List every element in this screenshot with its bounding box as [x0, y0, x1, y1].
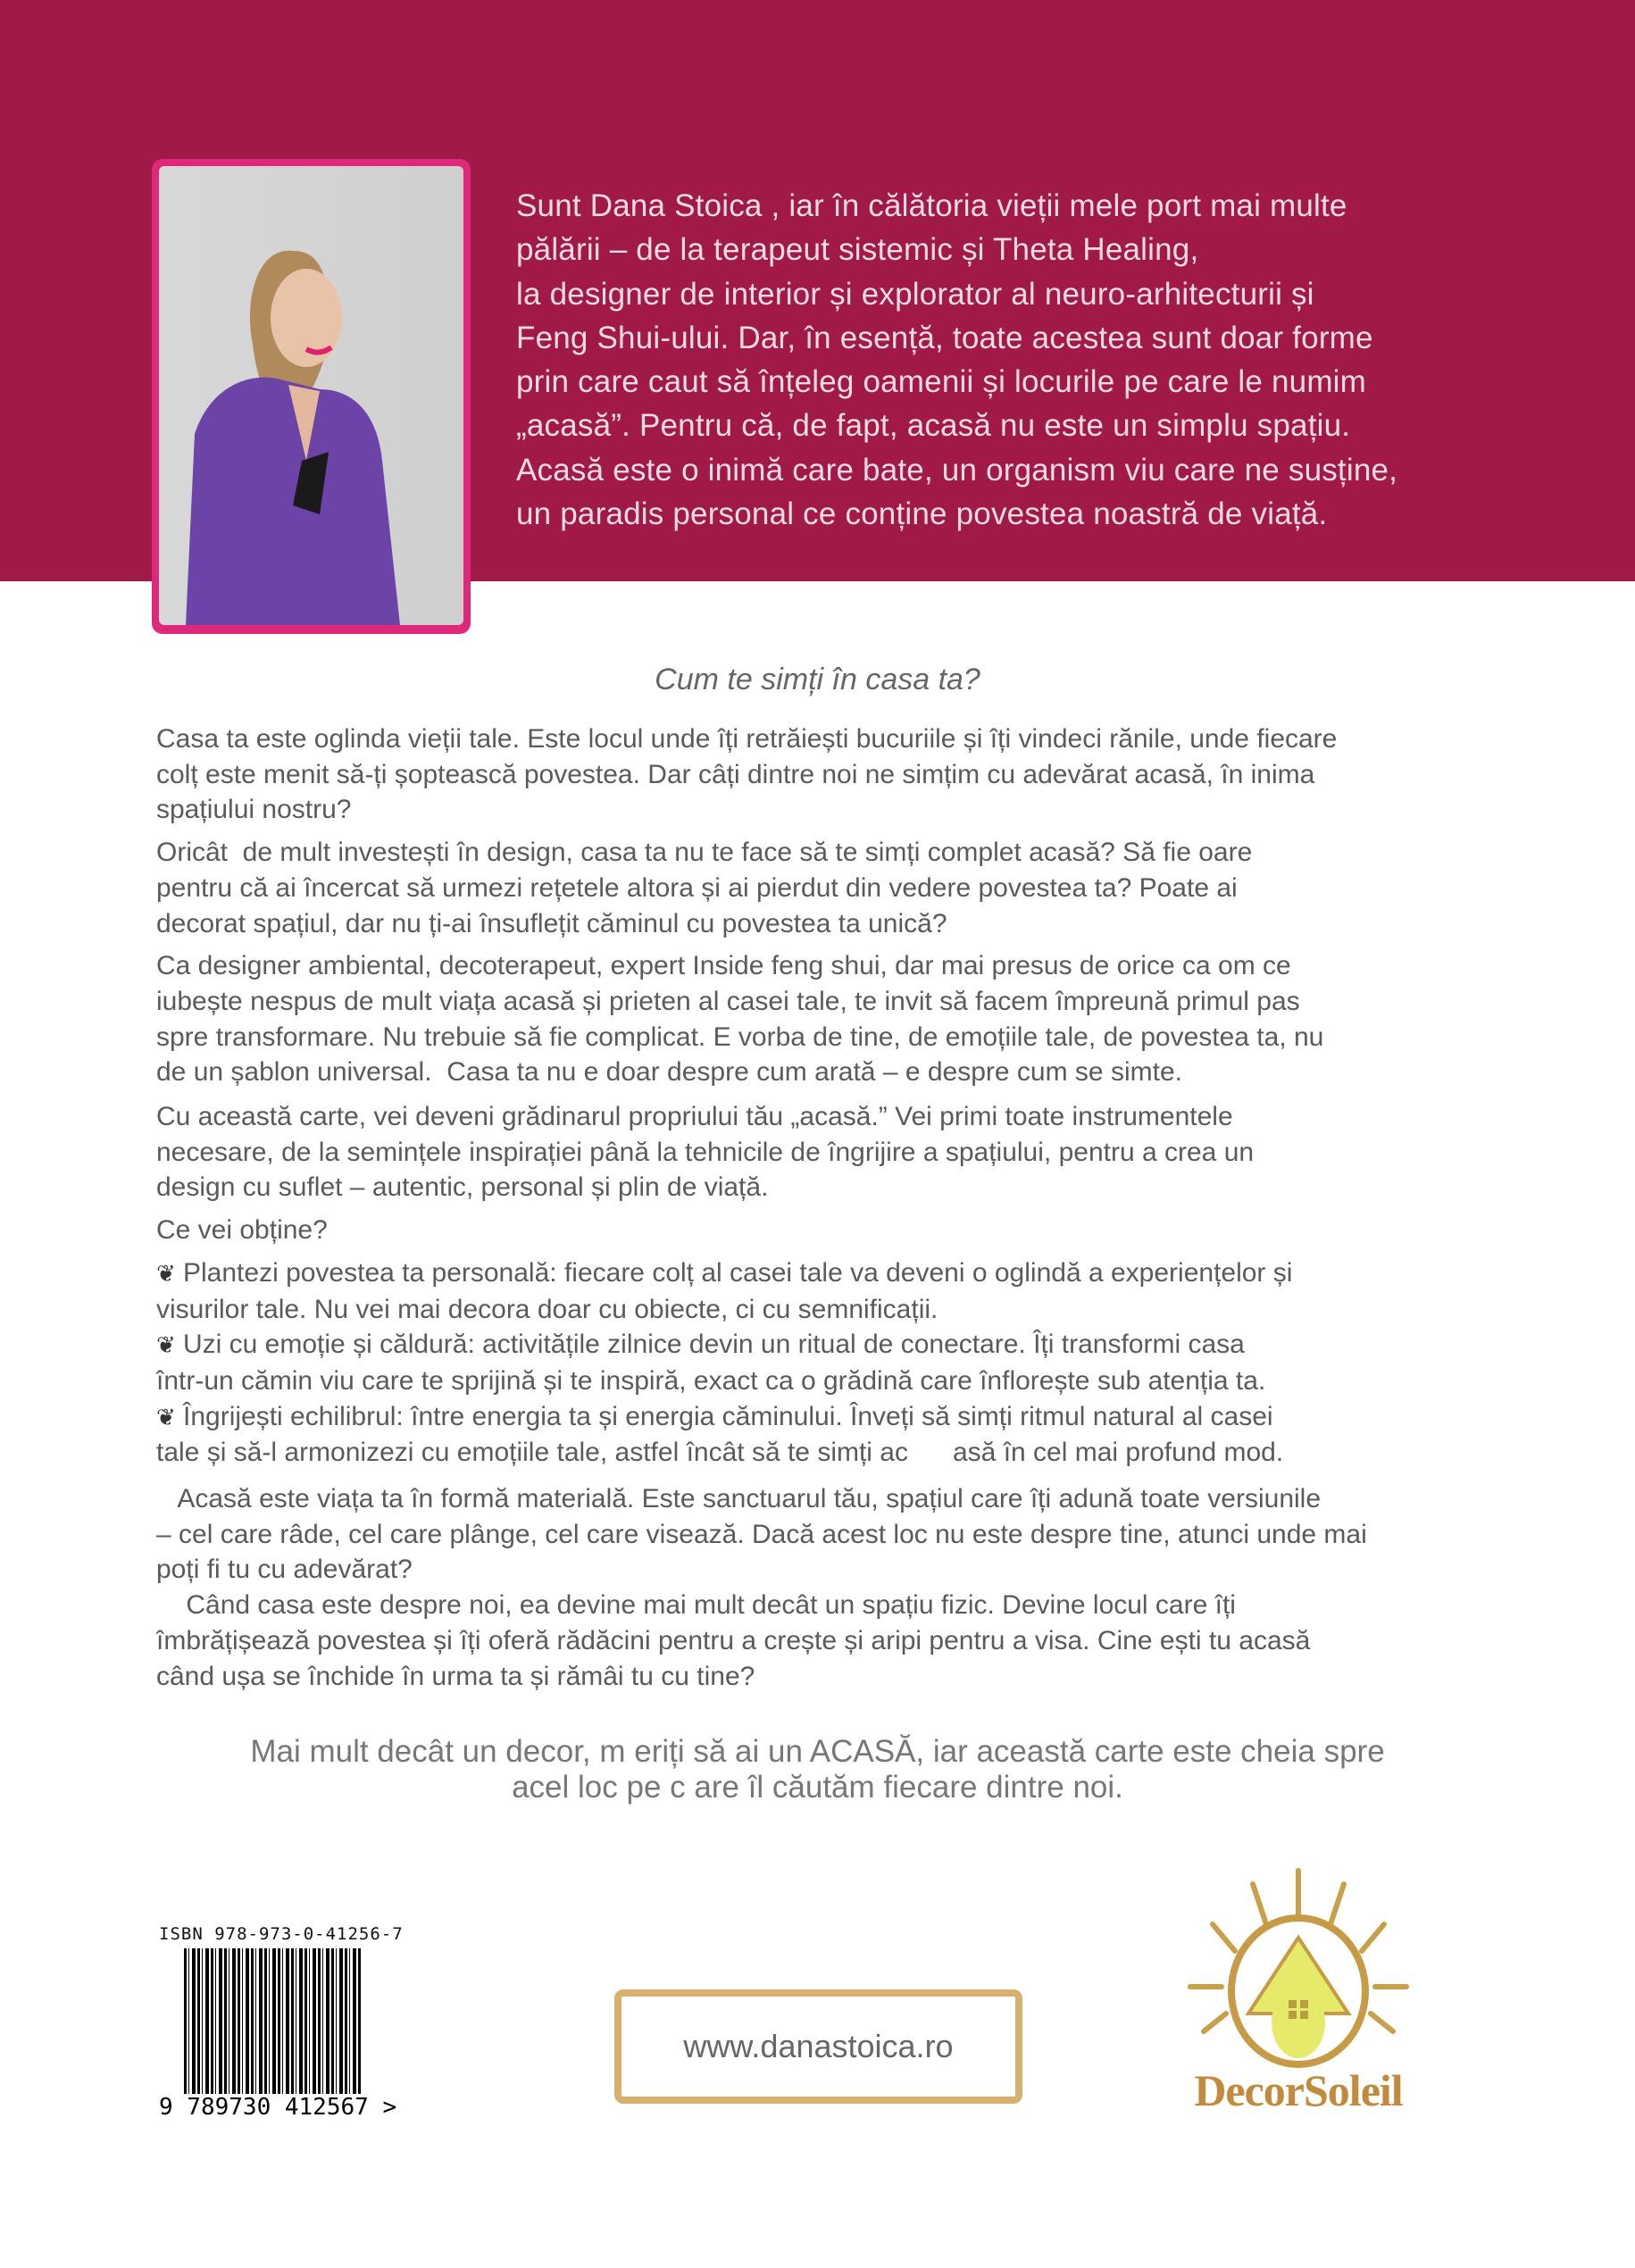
- text: într-un cămin viu care te sprijină și te inspiră, exact ca o grădină care înflorește sub atenția ta.: [156, 1365, 1266, 1396]
- closing-line: acel loc pe c are îl căutăm fiecare dintre noi.: [512, 1770, 1123, 1805]
- text: Oricât de mult investești în design, casa ta nu te face să te simți complet acasă? Să fie oare: [156, 838, 1253, 868]
- text: spațiului nostru?: [156, 795, 352, 825]
- text: visurilor tale. Nu vei mai decora doar cu obiecte, ci cu semnificații.: [156, 1294, 938, 1324]
- text-line: [156, 1588, 1367, 1623]
- closing-statement: [0, 1734, 1635, 1805]
- text-line: [156, 948, 1367, 984]
- leaf-icon: ❦: [156, 1403, 176, 1430]
- intro-line: Acasă este o inimă care bate, un organism viu care ne susține,: [516, 452, 1398, 488]
- text-line: [156, 1517, 1367, 1553]
- text-line: [156, 1055, 1367, 1090]
- paragraph: [156, 948, 1367, 1090]
- intro-line: la designer de interior și explorator al neuro-arhitecturii și: [516, 276, 1314, 312]
- author-photo: [159, 166, 463, 625]
- text: Îngrijești echilibrul: între energia ta și energia căminului. Înveți să simți ritmul natural al casei: [183, 1401, 1273, 1431]
- text: Ce vei obține?: [156, 1215, 328, 1246]
- text-line: [156, 792, 1367, 828]
- text-line: [156, 1435, 1367, 1471]
- intro-line: prin care caut să înțeleg oamenii și locurile pe care le numim: [516, 364, 1367, 400]
- paragraph: [156, 835, 1367, 941]
- sun-house-icon: [1186, 1866, 1411, 2072]
- text-line: [156, 1552, 1367, 1588]
- isbn-label: ISBN 978-973-0-41256-7: [159, 1924, 404, 1944]
- text: Cu această carte, vei deveni grădinarul propriului tău „acasă.” Vei primi toate instrumentele: [156, 1102, 1233, 1132]
- text: de un șablon universal. Casa ta nu e doar despre cum arată – e despre cum se simte.: [156, 1057, 1182, 1088]
- text-line: [156, 1623, 1367, 1659]
- text: decorat spațiul, dar nu ți-ai însuflețit căminul cu povestea ta unică?: [156, 908, 947, 938]
- website-link[interactable]: www.danastoica.ro: [683, 2028, 954, 2064]
- leaf-icon: ❦: [156, 1331, 176, 1359]
- decorsoleil-logo: [1186, 1866, 1411, 2116]
- logo-wordmark: DecorSoleil: [1194, 2065, 1403, 2115]
- text-line: [156, 1255, 1367, 1292]
- text-line: [156, 721, 1367, 757]
- text: – cel care râde, cel care plânge, cel care visează. Dacă acest loc nu este despre tine, atunci unde mai: [156, 1519, 1367, 1549]
- benefit-item: [156, 1399, 1367, 1471]
- text: când ușa se închide în urma ta și rămâi tu cu tine?: [156, 1661, 755, 1691]
- intro-line: Feng Shui-ului. Dar, în esență, toate acestea sunt doar forme: [516, 320, 1373, 355]
- text-line: [156, 835, 1367, 871]
- text: design cu suflet – autentic, personal și plin de viață.: [156, 1172, 769, 1203]
- text-line: [156, 1659, 1367, 1695]
- paragraph: [156, 1481, 1367, 1588]
- text: Uzi cu emoție și căldură: activitățile zilnice devin un ritual de conectare. Îți transformi casa: [183, 1330, 1245, 1360]
- paragraph: [156, 721, 1367, 828]
- text: iubește nespus de mult viața acasă și prieten al casei tale, te invit să facem împreună primul pas: [156, 986, 1300, 1016]
- barcode-digits: 9 789730 412567 >: [159, 2094, 397, 2121]
- text-line: [156, 1170, 1367, 1205]
- text-line: [156, 1099, 1367, 1135]
- text: Ca designer ambiental, decoterapeut, expert Inside feng shui, dar mai presus de orice ca om ce: [156, 951, 1291, 981]
- benefit-item: [156, 1327, 1367, 1398]
- paragraph: [156, 1588, 1367, 1694]
- text-line: [156, 984, 1367, 1020]
- text-line: [156, 1213, 1367, 1248]
- text-line: [156, 1327, 1367, 1363]
- paragraph: [156, 1099, 1367, 1205]
- text-line: [156, 1481, 1367, 1517]
- text-line: [156, 1399, 1367, 1436]
- text-line: [156, 1020, 1367, 1055]
- author-photo-frame: [152, 159, 471, 634]
- website-box[interactable]: [614, 1989, 1022, 2104]
- text-line: [156, 871, 1367, 906]
- text: Când casa este despre noi, ea devine mai mult decât un spațiu fizic. Devine locul care îți: [156, 1590, 1236, 1621]
- author-intro: [516, 184, 1397, 536]
- body-text: [156, 721, 1367, 1701]
- text: Plantezi povestea ta personală: fiecare colț al casei tale va deveni o oglindă a experiențelor și: [183, 1257, 1293, 1288]
- isbn-barcode: [159, 1924, 436, 2125]
- text: colț este menit să-ți șoptească povestea. Dar câți dintre noi ne simțim cu adevărat acasă, în inima: [156, 759, 1315, 789]
- barcode-bars: [184, 1948, 363, 2100]
- intro-line: un paradis personal ce conține povestea noastră de viață.: [516, 496, 1328, 532]
- text: pentru că ai încercat să urmezi rețetele altora și ai pierdut din vedere povestea ta? Poate ai: [156, 872, 1238, 903]
- leaf-icon: ❦: [156, 1259, 176, 1287]
- intro-line: „acasă”. Pentru că, de fapt, acasă nu este un simplu spațiu.: [516, 408, 1351, 444]
- text-line: [156, 1363, 1367, 1399]
- intro-line: pălării – de la terapeut sistemic și Theta Healing,: [516, 232, 1199, 268]
- text: spre transformare. Nu trebuie să fie complicat. E vorba de tine, de emoțiile tale, de povestea ta, nu: [156, 1021, 1324, 1052]
- text: necesare, de la semințele inspirației până la tehnicile de îngrijire a spațiului, pentru a crea un: [156, 1137, 1255, 1167]
- text-line: [156, 1292, 1367, 1328]
- text: Acasă este viața ta în formă materială. Este sanctuarul tău, spațiul care îți adună toate versiunile: [156, 1484, 1322, 1514]
- section-question: Cum te simți în casa ta?: [655, 663, 980, 696]
- paragraph: [156, 1213, 1367, 1248]
- text: Casa ta este oglinda vieții tale. Este locul unde îți retrăiești bucuriile și îți vindeci rănile, unde fiecare: [156, 724, 1338, 754]
- benefit-item: [156, 1255, 1367, 1327]
- text-line: [156, 906, 1367, 942]
- text-line: [156, 757, 1367, 793]
- text-line: [156, 1135, 1367, 1171]
- intro-line: Sunt Dana Stoica , iar în călătoria vieții mele port mai multe: [516, 188, 1347, 223]
- text: tale și să-l armonizezi cu emoțiile tale, astfel încât să te simți ac asă în cel mai profund mod.: [156, 1438, 1284, 1468]
- text: îmbrățișează povestea și îți oferă rădăcini pentru a crește și aripi pentru a visa. Cine ești tu acasă: [156, 1625, 1311, 1655]
- text: poți fi tu cu adevărat?: [156, 1555, 413, 1585]
- closing-line: Mai mult decât un decor, m eriți să ai un ACASĂ, iar această carte este cheia spre: [250, 1734, 1385, 1769]
